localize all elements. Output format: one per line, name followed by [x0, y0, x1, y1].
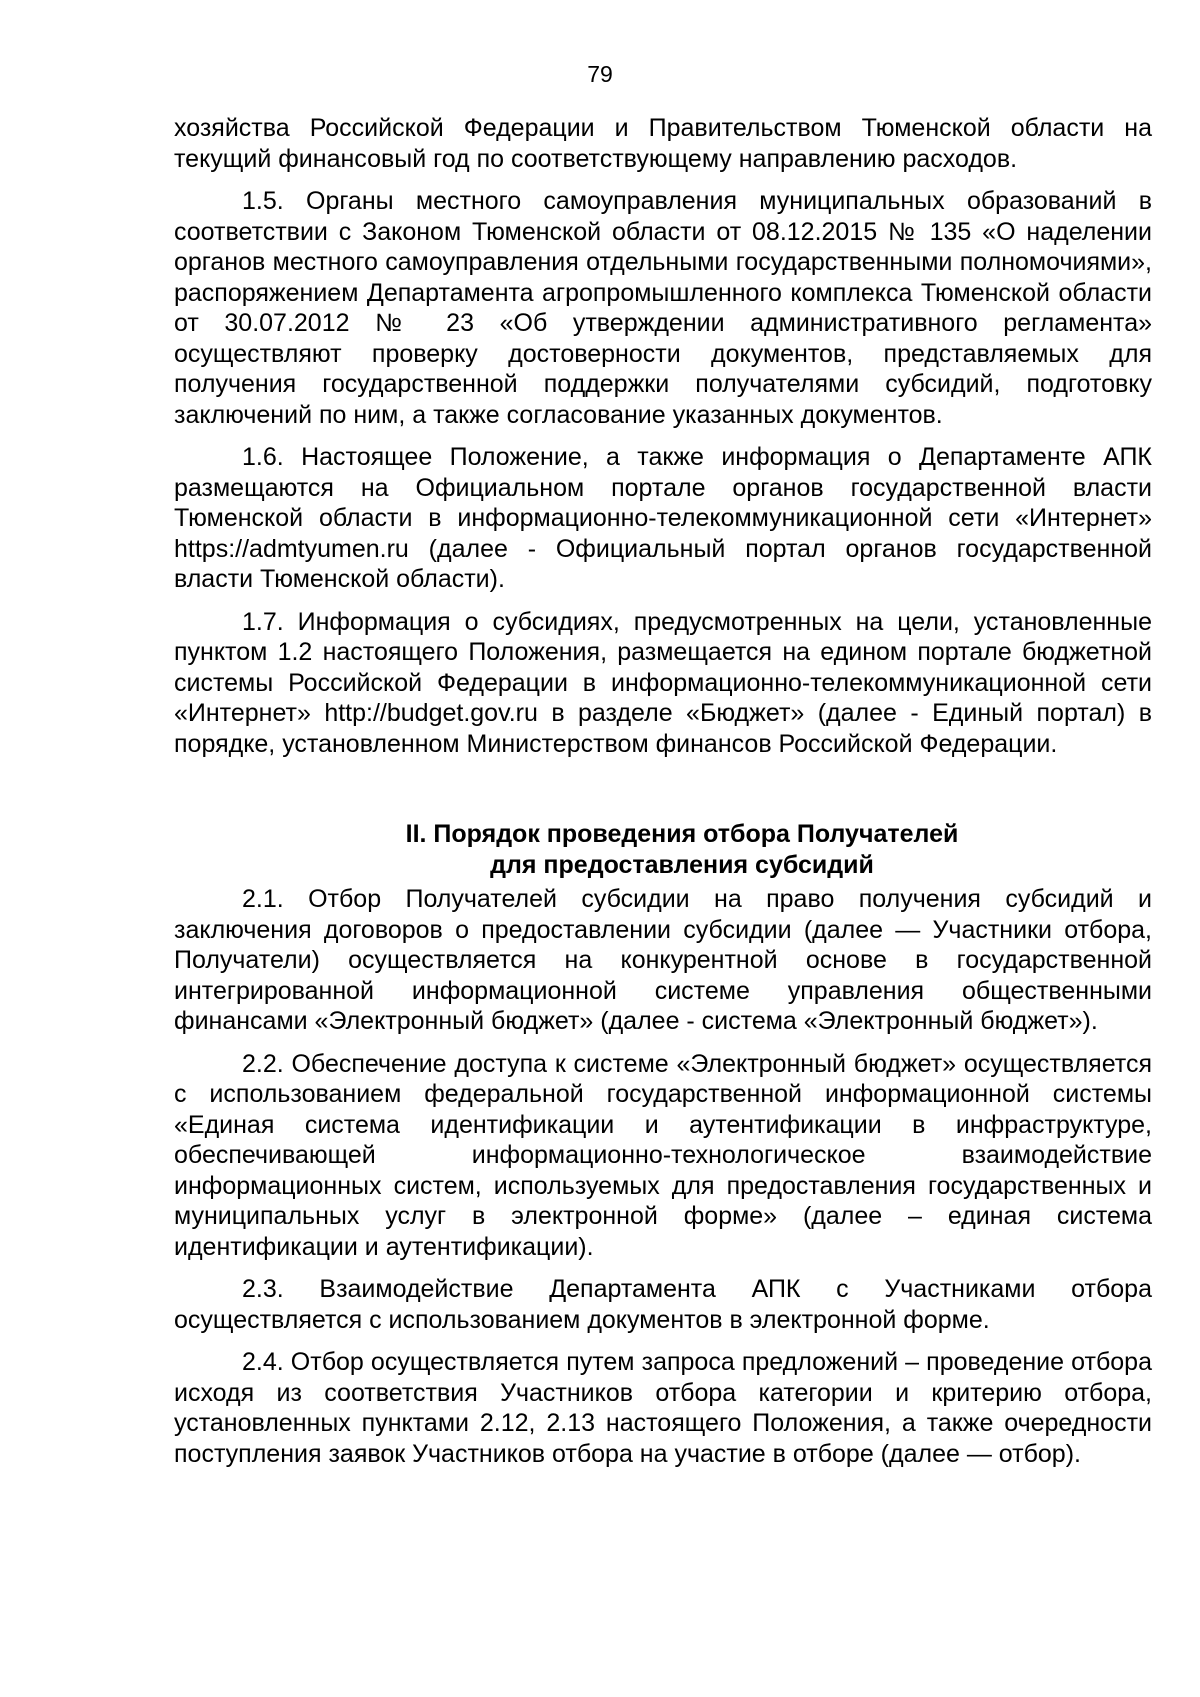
paragraph-1-5: 1.5. Органы местного самоуправления муниципальных образований в соответствии с Законом Тюменской области от 08.12.2015 № 135 «О наделении органов местного самоуправления отдельными государственными полномочиями», распоряжением Департамента агропромышленного комплекса Тюменской области от 30.07.2012 № 23 «Об утверждении административного регламента» осуществляют проверку достоверности документов, представляемых для получения государственной поддержки получателями субсидий, подготовку заключений по ним, а также согласование указанных документов.	[174, 187, 1152, 429]
page-number: 79	[587, 61, 613, 87]
document-body	[174, 113, 1152, 1469]
paragraph-2-3: 2.3. Взаимодействие Департамента АПК с Участниками отбора осуществляется с использованием документов в электронной форме.	[174, 1275, 1152, 1334]
paragraph-2-4: 2.4. Отбор осуществляется путем запроса предложений – проведение отбора исходя из соответствия Участников отбора категории и критерию отбора, установленных пунктами 2.12, 2.13 настоящего Положения, а также очередности поступления заявок Участников отбора на участие в отборе (далее — отбор).	[174, 1348, 1152, 1468]
paragraph-2-1: 2.1. Отбор Получателей субсидии на право получения субсидий и заключения договоров о предоставлении субсидии (далее — Участники отбора, Получатели) осуществляется на конкурентной основе в государственной интегрированной информационной системе управления общественными финансами «Электронный бюджет» (далее - система «Электронный бюджет»).	[174, 885, 1152, 1035]
paragraph-1-7: 1.7. Информация о субсидиях, предусмотренных на цели, установленные пунктом 1.2 настоящего Положения, размещается на едином портале бюджетной системы Российской Федерации в информационно-телекоммуникационной сети «Интернет» http://budget.gov.ru в разделе «Бюджет» (далее - Единый портал) в порядке, установленном Министерством финансов Российской Федерации.	[174, 607, 1152, 758]
paragraph-1-6: 1.6. Настоящее Положение, а также информация о Департаменте АПК размещаются на Официальном портале органов государственной власти Тюменской области в информационно-телекоммуникационной сети «Интернет» https://admtyumen.ru (далее - Официальный портал органов государственной власти Тюменской области).	[174, 443, 1152, 593]
paragraph-continuation: хозяйства Российской Федерации и Правительством Тюменской области на текущий финансовый год по соответствующему направлению расходов.	[174, 114, 1152, 173]
section-heading	[174, 819, 1152, 880]
section-heading-line-1: II. Порядок проведения отбора Получателей	[405, 820, 959, 848]
paragraph-2-2: 2.2. Обеспечение доступа к системе «Электронный бюджет» осуществляется с использованием федеральной государственной информационной системы «Единая система идентификации и аутентификации в инфраструктуре, обеспечивающей информационно-технологическое взаимодействие информационных систем, используемых для предоставления государственных и муниципальных услуг в электронной форме» (далее – единая система идентификации и аутентификации).	[174, 1049, 1152, 1261]
section-heading-line-2: для предоставления субсидий	[490, 850, 874, 879]
